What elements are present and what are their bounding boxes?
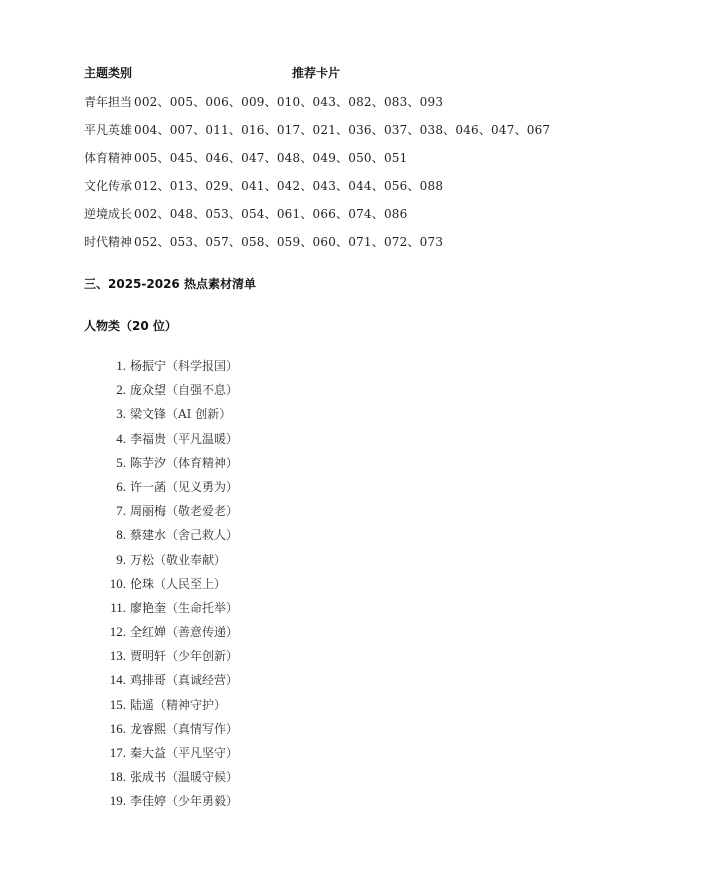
person-name: 梁文锋 [130, 407, 167, 422]
theme-name: 体育精神 [84, 151, 133, 165]
theme-cards: 004、007、011、016、017、021、036、037、038、046、047、067 [134, 123, 551, 137]
list-number: 19. [109, 793, 126, 809]
list-number: 15. [109, 696, 126, 712]
theme-row [84, 204, 684, 232]
list-item [100, 719, 400, 743]
theme-cards: 012、013、029、041、042、043、044、056、088 [134, 179, 444, 193]
list-number: 9. [116, 551, 126, 567]
person-tag: （平凡坚守） [166, 746, 239, 760]
person-tag: （舍己救人） [166, 528, 239, 543]
list-number: 4. [116, 430, 126, 446]
person-tag: （自强不息） [166, 383, 239, 398]
person-tag: （善意传递） [166, 625, 239, 640]
theme-table-body [84, 92, 684, 260]
list-item [100, 791, 400, 815]
list-item [100, 550, 400, 574]
list-number: 18. [109, 769, 126, 785]
list-number: 13. [109, 648, 126, 664]
cards-column-header: 推荐卡片 [292, 66, 341, 80]
list-number: 8. [116, 527, 126, 543]
theme-row [84, 148, 684, 176]
list-item [100, 670, 400, 694]
person-name: 廖艳奎 [130, 600, 167, 615]
list-number: 6. [116, 478, 126, 494]
theme-name: 平凡英雄 [84, 123, 133, 137]
theme-name: 青年担当 [84, 95, 133, 109]
person-tag: （科学报国） [166, 359, 239, 373]
list-item [100, 453, 400, 477]
people-list [100, 356, 400, 816]
list-item [100, 598, 400, 622]
person-tag: （见义勇为） [166, 479, 239, 494]
person-name: 蔡建水 [130, 528, 167, 543]
section-heading: 三、2025-2026 热点素材清单 [84, 277, 256, 291]
list-number: 7. [116, 503, 126, 519]
list-number: 5. [116, 454, 126, 470]
theme-name: 时代精神 [84, 235, 133, 249]
list-item [100, 380, 400, 404]
list-item [100, 404, 400, 428]
person-tag: （生命托举） [166, 600, 239, 615]
list-number: 10. [109, 575, 126, 591]
list-number: 2. [116, 382, 126, 398]
person-name: 庞众望 [130, 383, 167, 398]
person-tag: （敬老爱老） [166, 504, 239, 519]
theme-cards: 005、045、046、047、048、049、050、051 [134, 151, 408, 165]
person-tag: （少年创新） [166, 649, 239, 664]
person-name: 陆遥 [130, 697, 155, 712]
person-name: 鸡排哥 [130, 673, 167, 688]
person-tag: （少年勇毅） [166, 794, 239, 809]
person-tag: （体育精神） [166, 455, 239, 470]
category-heading: 人物类（20 位） [84, 319, 177, 333]
theme-name: 文化传承 [84, 179, 133, 193]
person-name: 张成书 [130, 770, 167, 785]
person-name: 陈芋汐 [130, 455, 167, 470]
person-name: 许一菡 [130, 479, 167, 494]
person-tag: （精神守护） [154, 697, 227, 712]
person-tag: （真情写作） [166, 721, 239, 736]
list-number: 11. [110, 599, 126, 615]
list-item [100, 429, 400, 453]
person-tag: （温暖守候） [166, 770, 239, 785]
list-number: 1. [116, 358, 126, 373]
list-item [100, 743, 400, 767]
person-name: 贾明轩 [130, 649, 167, 664]
theme-table-header [84, 64, 644, 84]
theme-row [84, 232, 684, 260]
list-number: 12. [109, 624, 126, 640]
list-item [100, 646, 400, 670]
list-item [100, 574, 400, 598]
theme-row [84, 176, 684, 204]
list-number: 14. [109, 672, 126, 688]
theme-row [84, 120, 684, 148]
list-number: 17. [109, 745, 126, 760]
person-name: 全红婵 [130, 625, 167, 640]
list-item [100, 356, 400, 380]
person-tag: （真诚经营） [166, 673, 239, 688]
person-name: 伦珠 [130, 576, 155, 591]
person-name: 周丽梅 [130, 504, 167, 519]
list-item [100, 477, 400, 501]
list-item [100, 622, 400, 646]
person-name: 秦大益 [130, 746, 167, 760]
person-name: 龙睿熙 [130, 721, 167, 736]
theme-column-header: 主题类别 [84, 66, 133, 80]
person-name: 万松 [130, 552, 155, 567]
list-item [100, 767, 400, 791]
person-tag: （平凡温暖） [166, 431, 239, 446]
theme-name: 逆境成长 [84, 207, 133, 221]
list-number: 3. [116, 406, 126, 422]
list-item [100, 501, 400, 525]
theme-row [84, 92, 684, 120]
list-number: 16. [109, 720, 126, 736]
person-tag: （敬业奉献） [154, 552, 227, 567]
list-item [100, 695, 400, 719]
person-name: 杨振宁 [130, 359, 167, 373]
person-name: 李佳婷 [130, 794, 167, 809]
theme-cards: 002、048、053、054、061、066、074、086 [134, 207, 408, 221]
list-item [100, 525, 400, 549]
theme-cards: 002、005、006、009、010、043、082、083、093 [134, 95, 444, 109]
theme-cards: 052、053、057、058、059、060、071、072、073 [134, 235, 444, 249]
person-tag: （AI 创新） [166, 407, 232, 422]
person-name: 李福贵 [130, 431, 167, 446]
person-tag: （人民至上） [154, 576, 227, 591]
